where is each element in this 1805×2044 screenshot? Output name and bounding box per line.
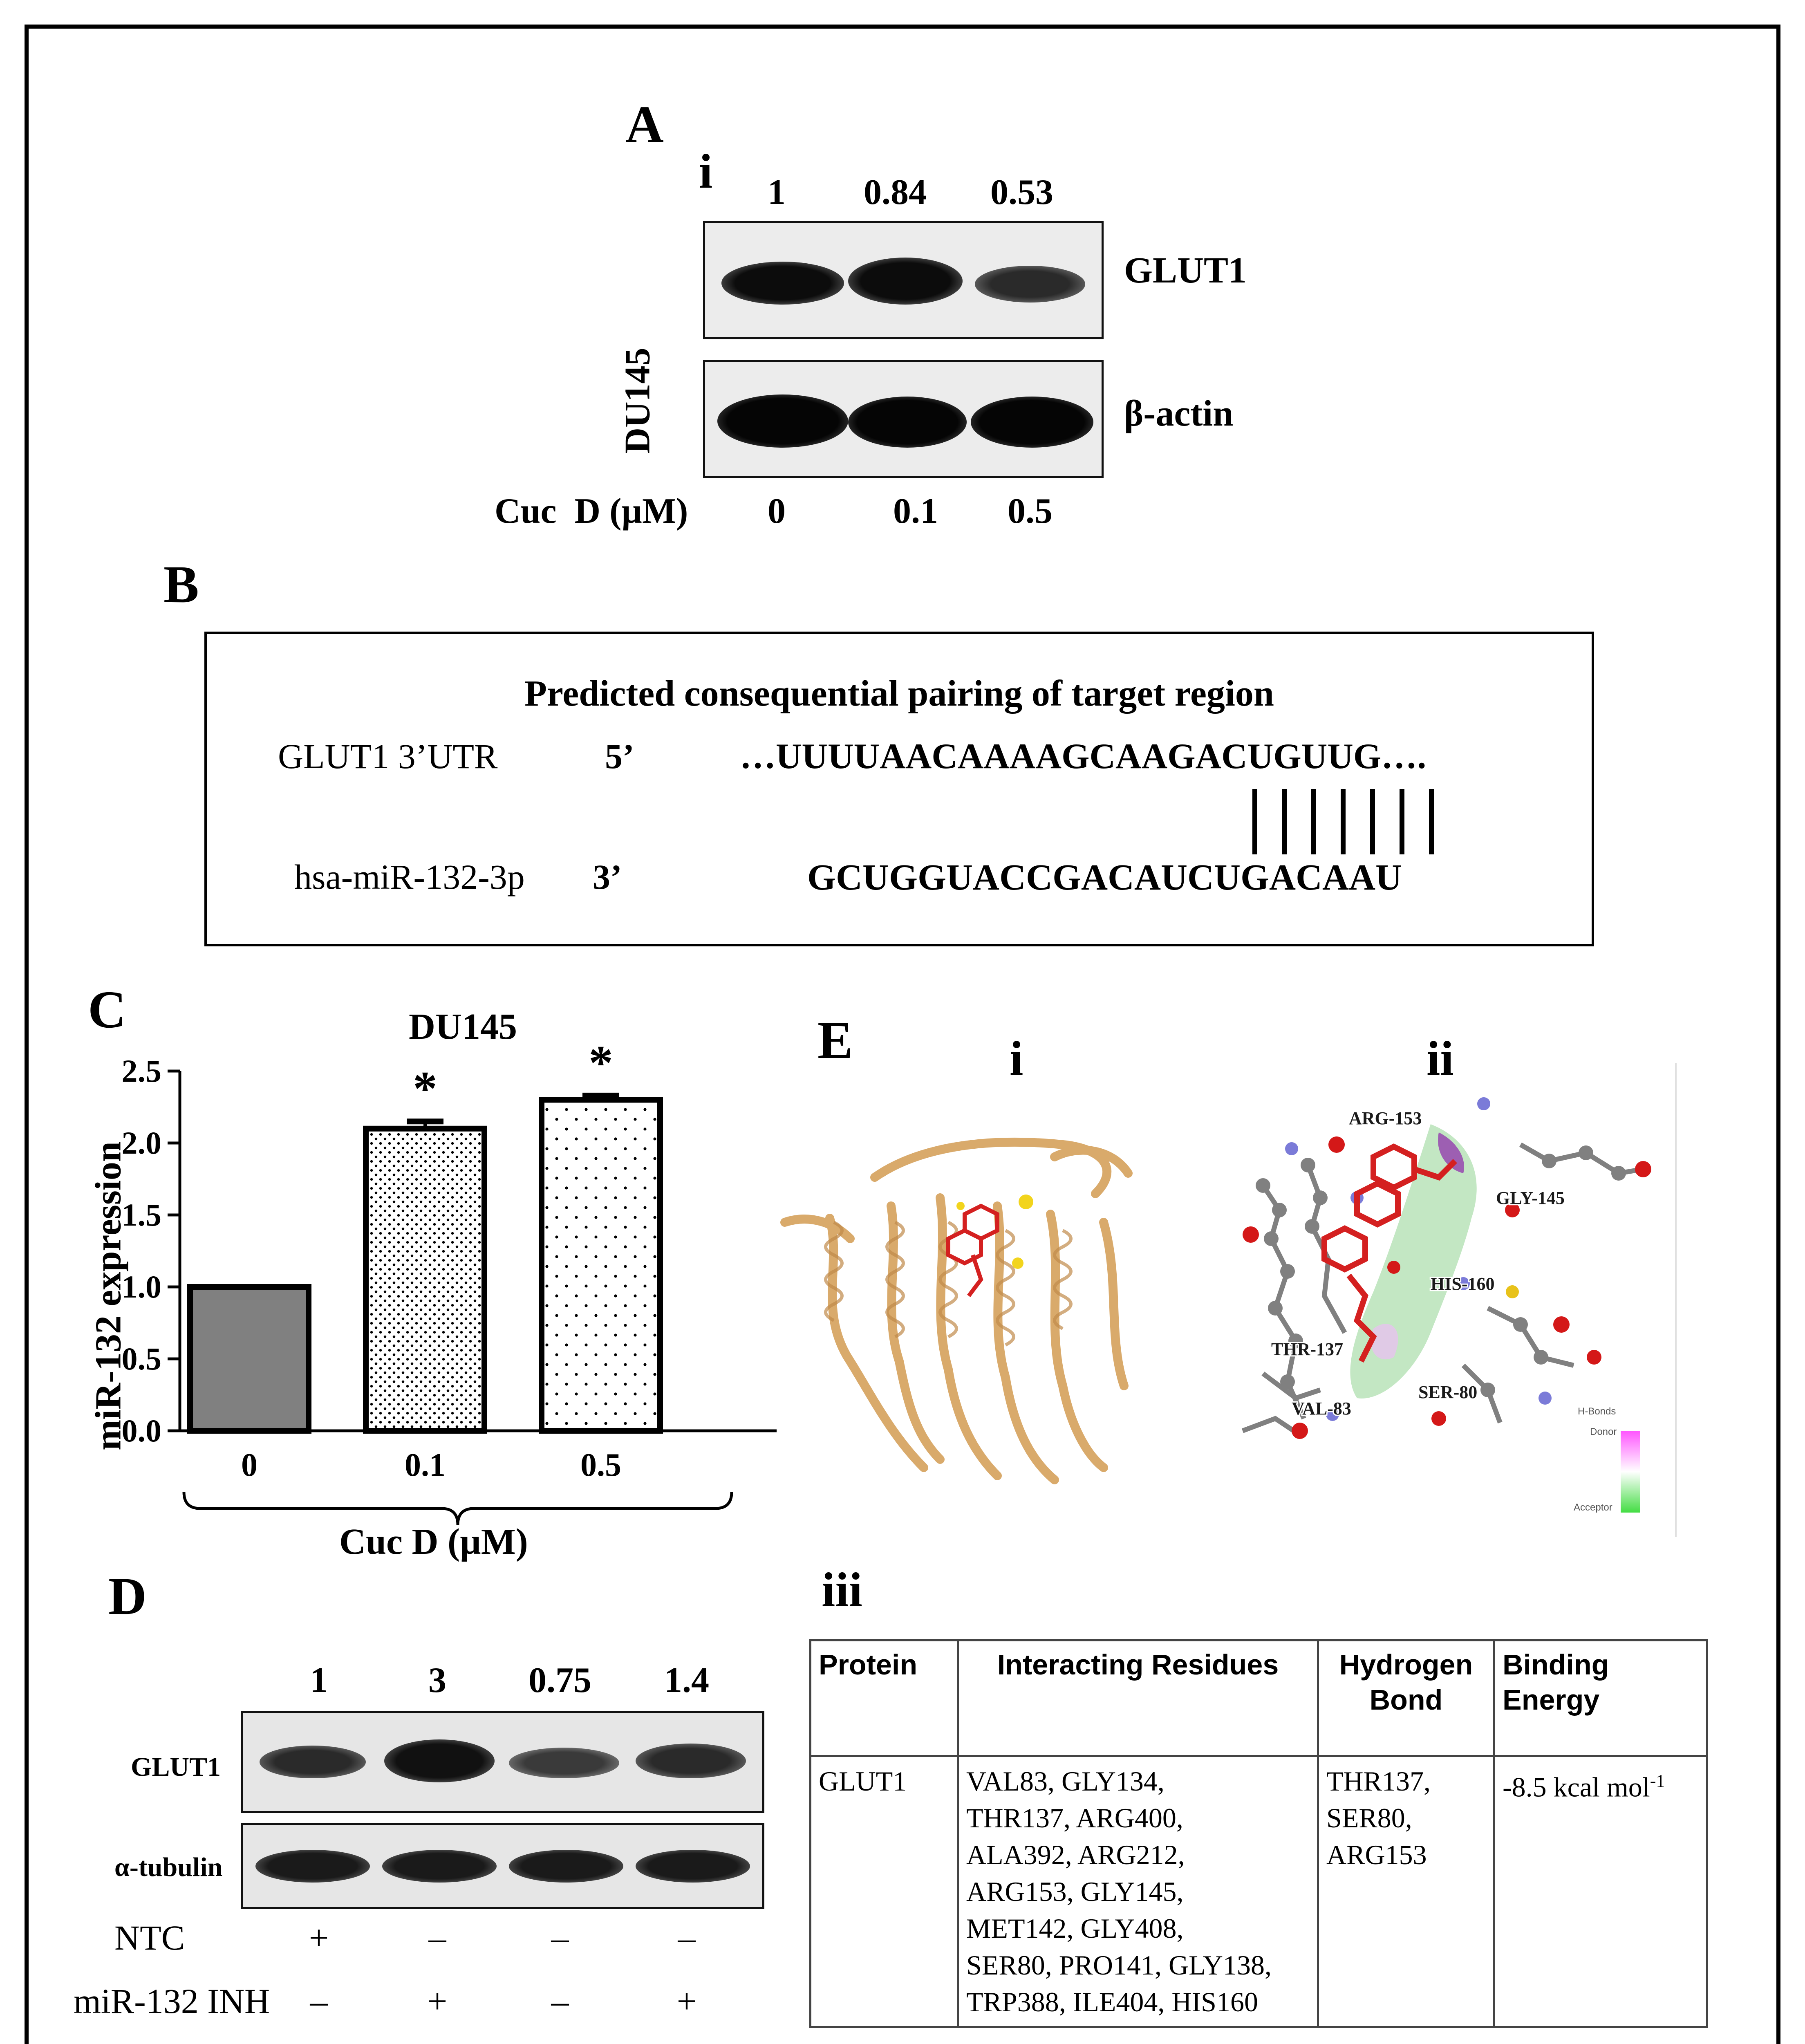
blot-glut1-d bbox=[241, 1711, 764, 1813]
panel-d-letter: D bbox=[108, 1567, 147, 1626]
cond-mark: + bbox=[309, 1918, 329, 1957]
blot-actin-a bbox=[703, 360, 1104, 478]
legend-donor: Donor bbox=[1590, 1426, 1617, 1437]
y-tick-label: 0.5 bbox=[121, 1341, 161, 1376]
residues-line: VAL83, GLY134, bbox=[966, 1766, 1165, 1797]
band bbox=[975, 266, 1085, 303]
mirna-sequence: GCUGGUACCGACAUCUGACAAU bbox=[807, 857, 1402, 898]
cond-mark: + bbox=[676, 1981, 697, 2021]
x-tick-label: 0.1 bbox=[405, 1447, 446, 1483]
band bbox=[848, 258, 963, 305]
band bbox=[848, 397, 967, 448]
target-sequence: …UUUUAACAAAAGCAAGACUGUUG…. bbox=[740, 737, 1427, 776]
ratio-d-2: 3 bbox=[428, 1661, 446, 1700]
hbond-line: SER80, bbox=[1326, 1802, 1412, 1833]
band bbox=[636, 1744, 746, 1778]
band bbox=[260, 1746, 366, 1778]
pairing-lines bbox=[1226, 785, 1455, 858]
protein-glut1-d: GLUT1 bbox=[131, 1752, 221, 1782]
cond-mark: – bbox=[678, 1918, 696, 1957]
table-header: Protein bbox=[811, 1641, 958, 1756]
group-bracket bbox=[184, 1492, 732, 1525]
band bbox=[382, 1850, 497, 1883]
table-cell-protein: GLUT1 bbox=[811, 1756, 958, 2027]
table-cell-energy bbox=[1494, 1756, 1707, 2027]
band bbox=[255, 1850, 370, 1883]
dose-a-2: 0.1 bbox=[893, 491, 938, 531]
residues-line: THR137, ARG400, bbox=[966, 1802, 1183, 1833]
cond-mark: + bbox=[427, 1981, 448, 2021]
residues-line: TRP388, ILE404, HIS160 bbox=[966, 1986, 1258, 2017]
hbond-line: THR137, bbox=[1326, 1766, 1431, 1797]
table-cell-hbonds bbox=[1318, 1756, 1494, 2027]
band bbox=[636, 1850, 750, 1883]
panel-b-letter: B bbox=[163, 555, 199, 614]
cond-label-ntc: NTC bbox=[114, 1918, 185, 1957]
residue-label: GLY-145 bbox=[1496, 1188, 1565, 1208]
band bbox=[717, 394, 848, 448]
hbond-line: ARG153 bbox=[1326, 1839, 1427, 1870]
panel-c-letter: C bbox=[88, 980, 126, 1039]
y-tick-label: 2.5 bbox=[121, 1053, 161, 1089]
residues-line: MET142, GLY408, bbox=[966, 1913, 1184, 1944]
dose-label-a: Cuc D (µM) bbox=[495, 491, 688, 531]
table-cell-residues bbox=[958, 1756, 1318, 2027]
y-tick-label: 1.0 bbox=[121, 1269, 161, 1304]
cond-label-inh: miR-132 INH bbox=[74, 1981, 270, 2021]
residues-line: ARG153, GLY145, bbox=[966, 1876, 1184, 1907]
residue-label: SER-80 bbox=[1418, 1382, 1478, 1402]
legend-acceptor: Acceptor bbox=[1574, 1502, 1612, 1513]
interaction-surface-image bbox=[1202, 1063, 1684, 1537]
panel-e-sub-iii: iii bbox=[822, 1562, 863, 1617]
table-header: Binding Energy bbox=[1494, 1641, 1707, 1756]
legend-title: H-Bonds bbox=[1578, 1406, 1616, 1417]
band bbox=[721, 262, 844, 305]
ratio-a-3: 0.53 bbox=[990, 173, 1053, 212]
y-tick-label: 2.0 bbox=[121, 1125, 161, 1161]
band bbox=[384, 1739, 495, 1782]
cond-mark: – bbox=[310, 1981, 328, 2021]
residue-label: VAL-83 bbox=[1292, 1399, 1351, 1419]
mirna-label: hsa-miR-132-3p bbox=[294, 857, 525, 896]
chart-title: DU145 bbox=[409, 1006, 517, 1047]
residue-label: ARG-153 bbox=[1349, 1108, 1422, 1128]
y-tick-label: 1.5 bbox=[121, 1197, 161, 1233]
x-tick-label: 0.5 bbox=[580, 1447, 621, 1483]
table-header: Interacting Residues bbox=[958, 1641, 1318, 1756]
protein-tubulin-d: α-tubulin bbox=[114, 1852, 223, 1882]
residue-label: THR-137 bbox=[1271, 1339, 1343, 1359]
x-group-label: Cuc D (µM) bbox=[339, 1522, 528, 1562]
table-header: Hydrogen Bond bbox=[1318, 1641, 1494, 1756]
bar bbox=[190, 1287, 309, 1431]
ratio-d-4: 1.4 bbox=[664, 1661, 709, 1700]
ratio-a-2: 0.84 bbox=[864, 173, 927, 212]
mirna-end: 3’ bbox=[593, 857, 622, 896]
cond-mark: – bbox=[551, 1918, 569, 1957]
dose-a-1: 0 bbox=[768, 491, 786, 531]
residue-label: HIS-160 bbox=[1431, 1274, 1495, 1294]
bar bbox=[542, 1100, 660, 1431]
protein-actin-a: β-actin bbox=[1124, 393, 1234, 434]
cond-mark: – bbox=[428, 1918, 446, 1957]
ratio-a-1: 1 bbox=[768, 173, 786, 212]
panel-e-sub-i: i bbox=[1010, 1031, 1023, 1085]
pairing-title: Predicted consequential pairing of target region bbox=[524, 673, 1274, 714]
significance-star: * bbox=[413, 1061, 437, 1116]
table-row bbox=[811, 1756, 1707, 2027]
ratio-d-3: 0.75 bbox=[529, 1661, 591, 1700]
panel-a-letter: A bbox=[625, 95, 664, 154]
y-tick-label: 0.0 bbox=[121, 1413, 161, 1448]
residues-line: ALA392, ARG212, bbox=[966, 1839, 1185, 1870]
panel-a-sub-label: i bbox=[699, 144, 713, 198]
dose-a-3: 0.5 bbox=[1008, 491, 1053, 531]
band bbox=[971, 397, 1093, 448]
residues-line: SER80, PRO141, GLY138, bbox=[966, 1950, 1272, 1981]
x-tick-label: 0 bbox=[241, 1447, 258, 1483]
band bbox=[509, 1850, 623, 1883]
bar bbox=[366, 1129, 484, 1431]
cell-line-label: DU145 bbox=[618, 347, 658, 454]
significance-star: * bbox=[589, 1035, 613, 1090]
docking-table bbox=[809, 1639, 1708, 2028]
protein-ribbon-image bbox=[768, 1100, 1185, 1508]
blot-glut1-a bbox=[703, 221, 1104, 339]
ratio-d-1: 1 bbox=[310, 1661, 328, 1700]
cond-mark: – bbox=[551, 1981, 569, 2021]
band bbox=[509, 1748, 619, 1778]
bar-chart bbox=[82, 997, 777, 1590]
y-axis-label: miR-132 expression bbox=[88, 1141, 129, 1450]
energy-value: -8.5 kcal mol bbox=[1503, 1771, 1650, 1803]
blot-tubulin-d bbox=[241, 1823, 764, 1909]
table-header-row bbox=[811, 1641, 1707, 1756]
energy-unit-exponent: -1 bbox=[1650, 1771, 1665, 1791]
protein-glut1-a: GLUT1 bbox=[1124, 250, 1247, 291]
panel-e-letter: E bbox=[817, 1011, 853, 1070]
panel-e-sub-ii: ii bbox=[1427, 1031, 1454, 1085]
target-end: 5’ bbox=[605, 737, 634, 776]
target-label: GLUT1 3’UTR bbox=[278, 737, 498, 776]
